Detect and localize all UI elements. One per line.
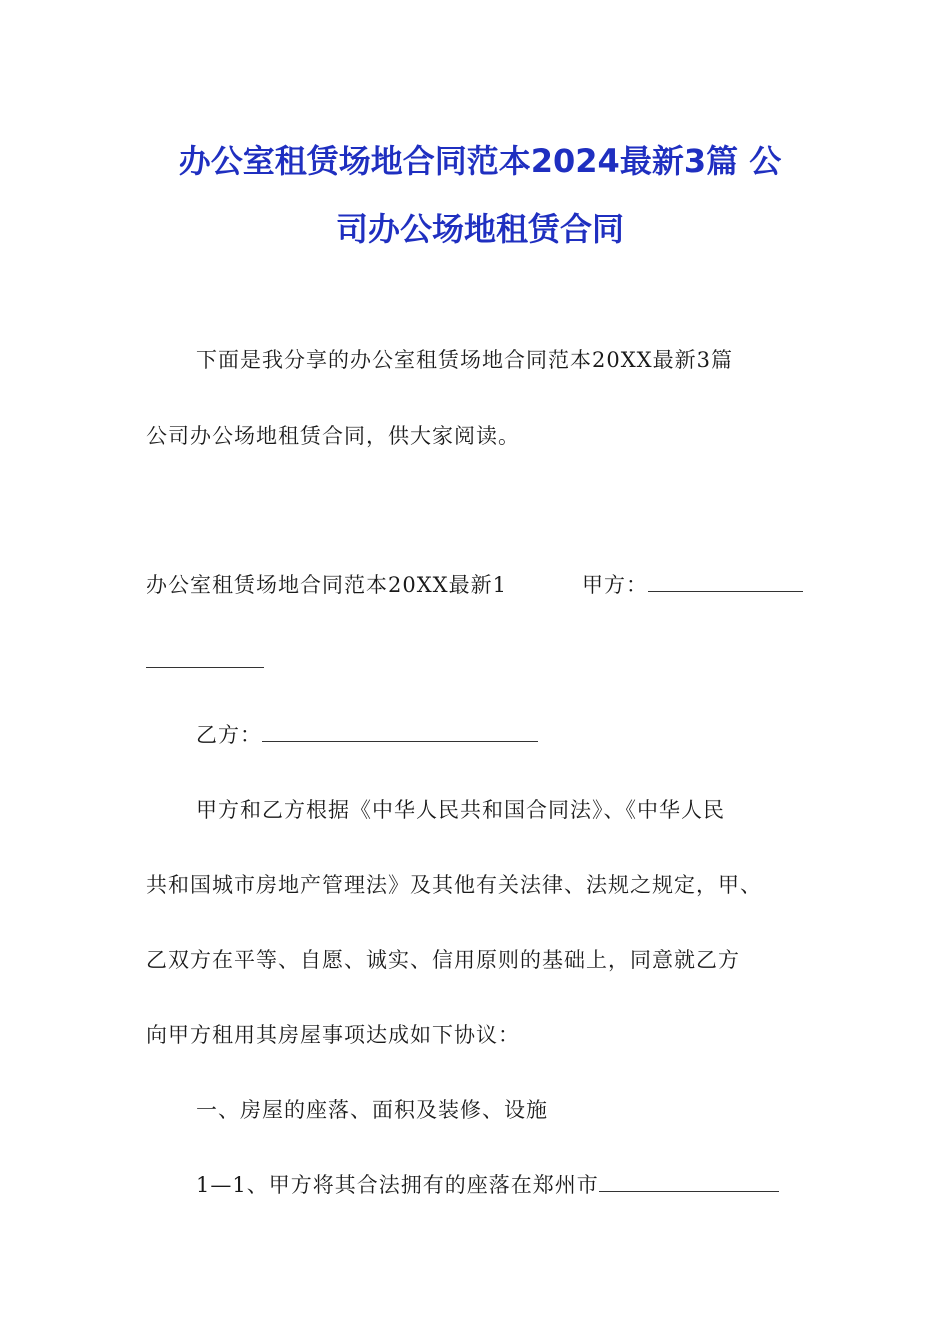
- para-1-line-2: 共和国城市房地产管理法》及其他有关法律、法规之规定，甲、: [146, 873, 762, 897]
- clause-1-1-row: [196, 1170, 779, 1200]
- party-a-blank-continued: [146, 647, 264, 668]
- party-b-blank: [262, 721, 538, 742]
- party-a-blank: [648, 571, 803, 592]
- party-a-label: 甲方：: [582, 573, 648, 597]
- para-1-line-1: 甲方和乙方根据《中华人民共和国合同法》、《中华人民: [196, 798, 725, 822]
- contract-1-heading-text: 办公室租赁场地合同范本20XX最新1: [146, 573, 507, 597]
- document-title-line-2: 司办公场地租赁合同: [335, 210, 624, 248]
- clause-1-1-text: 1—1、甲方将其合法拥有的座落在郑州市: [196, 1173, 599, 1197]
- document-title-line-1: 办公室租赁场地合同范本2024最新3篇 公: [178, 142, 782, 180]
- section-1-title: 一、房屋的座落、面积及装修、设施: [196, 1098, 548, 1122]
- party-b-label: 乙方：: [196, 723, 262, 747]
- clause-1-1-blank: [599, 1171, 779, 1192]
- para-1-line-4: 向甲方租用其房屋事项达成如下协议：: [146, 1023, 520, 1047]
- party-b-row: [196, 720, 538, 750]
- contract-1-heading: [146, 570, 507, 600]
- intro-line-1: 下面是我分享的办公室租赁场地合同范本20XX最新3篇: [196, 348, 733, 372]
- para-1-line-3: 乙双方在平等、自愿、诚实、信用原则的基础上，同意就乙方: [146, 948, 740, 972]
- party-a-row: [582, 570, 803, 600]
- intro-line-2: 公司办公场地租赁合同，供大家阅读。: [146, 424, 520, 448]
